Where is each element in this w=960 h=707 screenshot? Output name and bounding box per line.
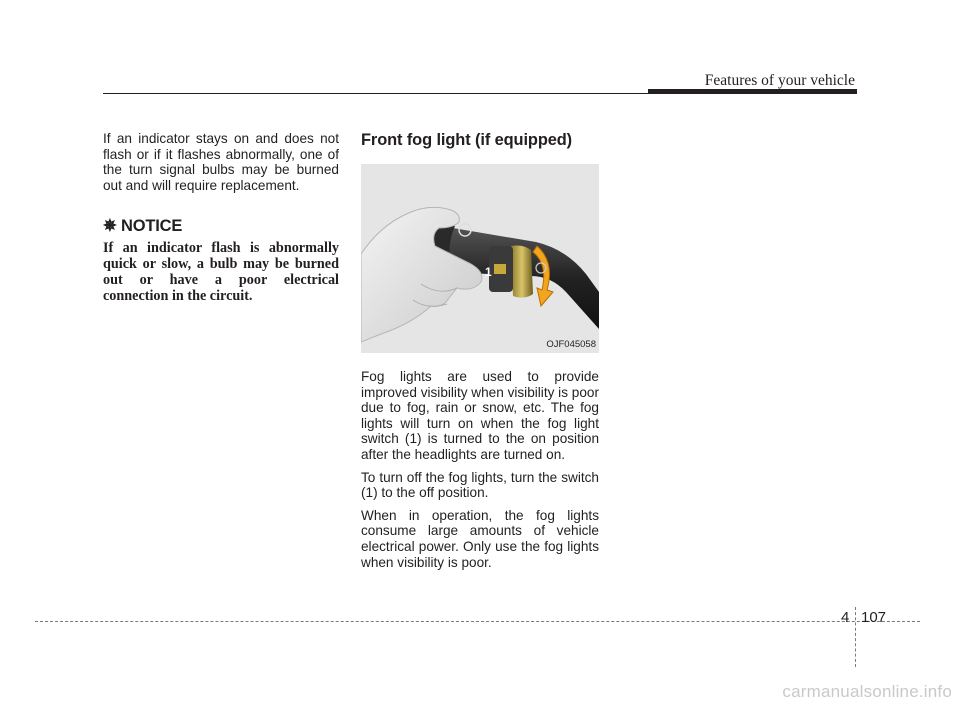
paragraph: To turn off the fog lights, turn the switch (1) to the off position. — [361, 469, 599, 501]
left-column — [103, 131, 339, 305]
footer-rule — [35, 621, 920, 622]
paragraph: Fog lights are used to provide improved visibility when visibility is poor due to fog, rain or snow, etc. The fog lights will turn on when the fog light switch (1) is turned to the on position after the headlights are turned on. — [361, 369, 599, 462]
section-title: Front fog light (if equipped) — [361, 131, 573, 149]
intro-paragraph: If an indicator stays on and does not flash or if it flashes abnormally, one of the turn signal bulbs may be burned out and will require replacement. — [103, 131, 339, 193]
header-title: Features of your vehicle — [704, 72, 855, 89]
watermark: carmanualsonline.info — [782, 682, 952, 701]
footer-divider — [855, 607, 856, 667]
page-number: 107 — [861, 609, 887, 626]
header-rule-accent — [648, 89, 857, 94]
fog-light-paragraphs — [361, 369, 599, 570]
callout-number: 1 — [485, 265, 492, 279]
header-rule — [103, 93, 648, 94]
notice-title: ✵ NOTICE — [103, 217, 183, 236]
paragraph: When in operation, the fog lights consume large amounts of vehicle electrical power. Only use the fog lights when visibility is poor. — [361, 507, 599, 570]
chapter-number: 4 — [841, 609, 850, 626]
hand-on-switch-illustration — [361, 164, 599, 353]
right-column — [361, 131, 599, 577]
fog-light-figure — [361, 164, 599, 353]
notice-text: If an indicator flash is abnormally quick or slow, a bulb may be burned out or have a poor electrical connection in the circuit. — [103, 240, 339, 304]
figure-code: OJF045058 — [546, 339, 596, 350]
